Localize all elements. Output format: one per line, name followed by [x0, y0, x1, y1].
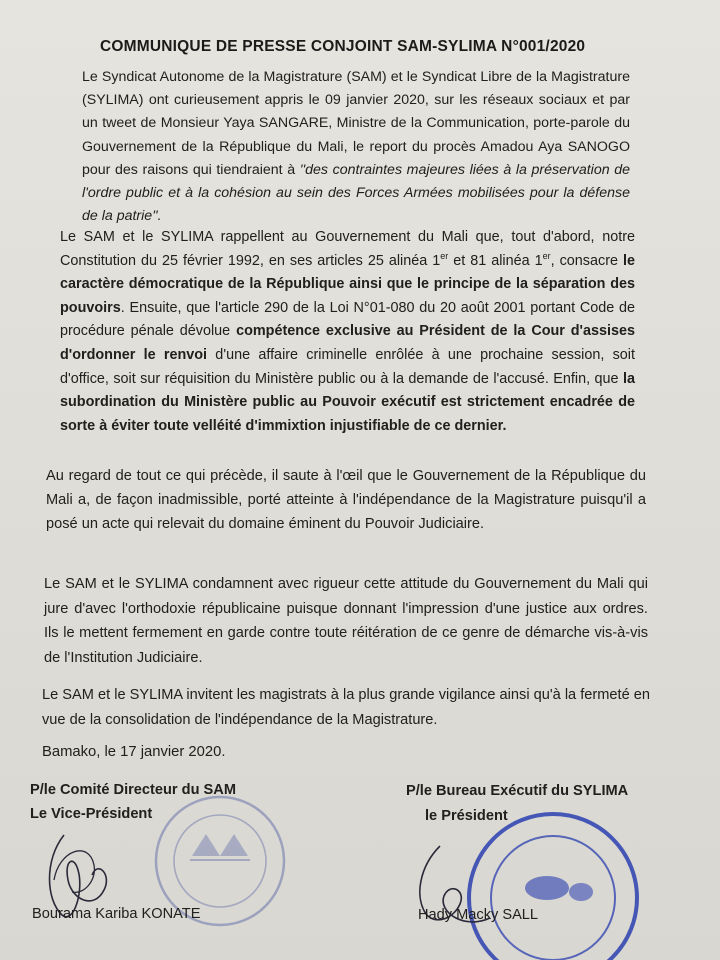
left-signatory-role: Le Vice-Président	[30, 806, 153, 822]
paragraph-5: Le SAM et le SYLIMA invitent les magistrats à la plus grande vigilance ainsi qu'à la fermeté en vue de la consolidation de l'indépendance de la Magistrature.	[42, 687, 650, 728]
paragraph-1	[82, 66, 630, 228]
p2-bold-1: le caractère démocratique de la République ainsi que le principe de la séparation des pouvoirs	[60, 252, 635, 316]
paragraph-3: Au regard de tout ce qui précède, il saute à l'œil que le Gouvernement de la République du Mali a, de façon inadmissible, porté atteinte à l'indépendance de la Magistrature puisqu'il a posé un acte qui relevait du domaine éminent du Pouvoir Judiciaire.	[46, 468, 646, 532]
date-line: Bamako, le 17 janvier 2020.	[42, 744, 226, 760]
p2-bold-3: la subordination du Ministère public au Pouvoir exécutif est strictement encadrée de sorte à éviter toute velléité d'immixtion injustifiable de ce dernier.	[60, 370, 635, 434]
document-title: COMMUNIQUE DE PRESSE CONJOINT SAM-SYLIMA N°001/2020	[100, 38, 586, 55]
paragraph-1-quote: ''des contraintes majeures liées à la préservation de l'ordre public et à la cohésion au sein des Forces Armées mobilisées pour la défense de la patrie''.	[82, 161, 630, 225]
right-signatory-name: Hady Macky SALL	[418, 907, 539, 923]
left-signatory-org: P/le Comité Directeur du SAM	[30, 782, 236, 798]
p2-text-c: , consacre	[550, 252, 623, 269]
p2-text-d: . Ensuite, que l'article 290 de la Loi N°01-080 du 20 août 2001 portant Code de procédure pénale dévolue	[60, 299, 635, 340]
paragraph-2	[60, 226, 635, 438]
p2-text-e: d'une affaire criminelle enrôlée à une prochaine session, soit d'office, soit sur réquisition du Ministère public ou à la demande de l'accusé. Enfin, que	[60, 346, 635, 387]
p2-text-b: et 81 alinéa 1	[448, 252, 543, 269]
p2-sup-2: er	[542, 250, 551, 261]
left-signatory-name: Bourama Kariba KONATE	[32, 906, 201, 922]
paragraph-1-text: Le Syndicat Autonome de la Magistrature (SAM) et le Syndicat Libre de la Magistrature (SYLIMA) ont curieusement appris le 09 janvier 2020, sur les réseaux sociaux et par un tweet de Monsieur Yaya SANGARE, Ministre de la Communication, porte-parole du Gouvernement de la République du Mali, le report du procès Amadou Aya SANOGO pour des raisons qui tiendraient à	[82, 69, 630, 178]
p2-text-a: Le SAM et le SYLIMA rappellent au Gouvernement du Mali que, tout d'abord, notre Constitution du 25 février 1992, en ses articles 25 alinéa 1	[60, 229, 635, 269]
right-signatory-role: le Président	[425, 808, 508, 824]
right-signatory-org: P/le Bureau Exécutif du SYLIMA	[406, 783, 629, 799]
p2-sup-1: er	[440, 250, 449, 261]
p2-bold-2: compétence exclusive au Président de la Cour d'assises d'ordonner le renvoi	[60, 323, 636, 363]
paragraph-4: Le SAM et le SYLIMA condamnent avec rigueur cette attitude du Gouvernement du Mali qui jure d'avec l'orthodoxie républicaine puisque donnant l'impression d'une justice aux ordres. Ils le mettent fermement en garde contre toute réitération de ce genre de démarche vis-à-vis de l'Institution Judiciaire.	[44, 576, 648, 666]
